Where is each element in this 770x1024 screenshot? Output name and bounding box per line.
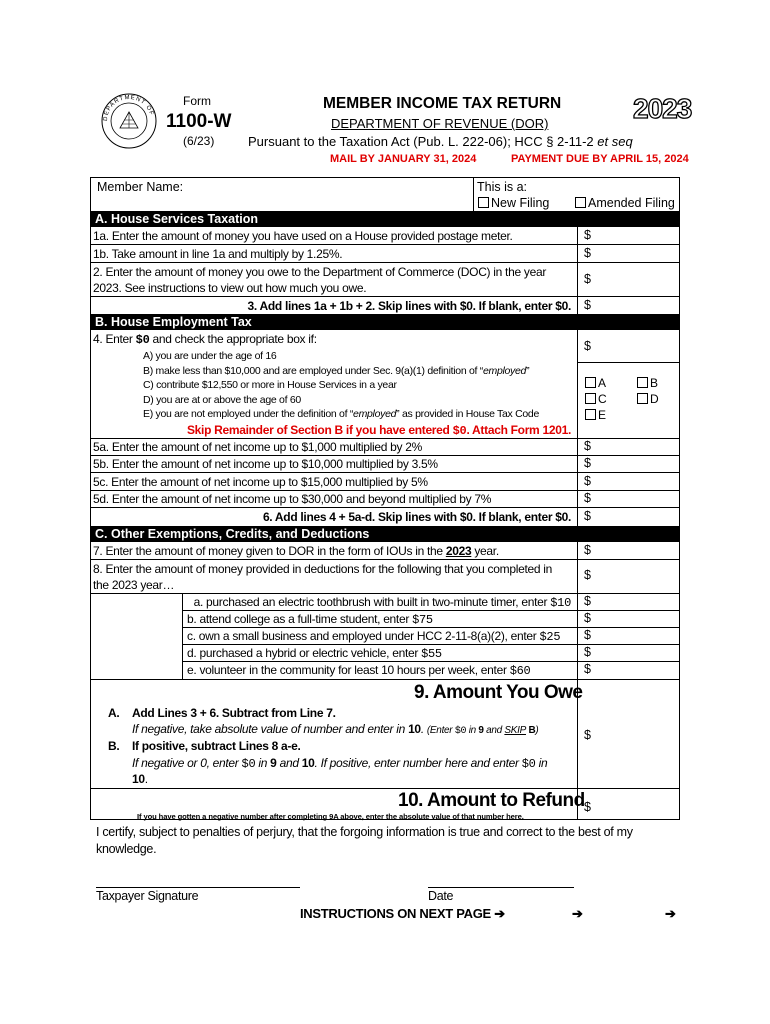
line-7-pre: 7. Enter the amount of money given to DOR in the form of IOUs in the xyxy=(93,544,446,558)
instructions-next-page[interactable] xyxy=(300,906,505,922)
et-seq-text: et seq xyxy=(597,134,633,149)
option-e-pre: E) you are not employed under the definition of “ xyxy=(143,408,354,420)
b-sub1-mid: in xyxy=(255,756,271,770)
b-sub2: 10 xyxy=(132,772,145,786)
line-7 xyxy=(93,543,499,559)
line-1a-amount[interactable]: $ xyxy=(584,228,591,242)
pursuant-text: Pursuant to the Taxation Act (Pub. L. 222-06); HCC § 2-11-2 xyxy=(248,134,594,149)
line-4-option-c: C) contribute $12,550 or more in House Services in a year xyxy=(143,379,397,391)
date-line[interactable] xyxy=(428,887,574,888)
line-5a: 5a. Enter the amount of net income up to $1,000 multiplied by 2% xyxy=(93,440,423,454)
seal-text: DEPARTMENT OF xyxy=(102,94,155,122)
form-prefix: Form xyxy=(183,94,211,108)
amended-filing-checkbox[interactable] xyxy=(575,197,586,208)
option-b-pre: B) make less than $10,000 and are employed under Sec. 9(a)(1) definition of “ xyxy=(143,365,483,377)
amended-filing-option[interactable] xyxy=(575,196,675,210)
a-paren-pre: (Enter xyxy=(426,725,455,736)
a-paren-mid: in xyxy=(466,725,479,736)
option-e-post: ” as provided in House Tax Code xyxy=(396,408,540,420)
department-seal xyxy=(100,92,158,150)
checkbox-e-label: E xyxy=(598,408,607,422)
b-sub1-post: . If positive, enter number here and enter xyxy=(314,756,522,770)
line-1b-amount[interactable]: $ xyxy=(584,246,591,260)
filing-type-label: This is a: xyxy=(477,180,528,194)
checkbox-b-label: B xyxy=(650,376,659,390)
line-5c: 5c. Enter the amount of net income up to $15,000 multiplied by 5% xyxy=(93,475,428,489)
line-8e-amount[interactable]: $ xyxy=(584,662,591,676)
checkbox-a-box[interactable] xyxy=(585,377,596,388)
line-4-amount[interactable]: $ xyxy=(584,339,591,353)
mail-by-deadline: MAIL BY JANUARY 31, 2024 xyxy=(330,153,477,165)
a-sub1-num: 10 xyxy=(408,722,421,736)
tax-year: 2023 xyxy=(633,93,692,124)
rule xyxy=(91,559,680,560)
line-3: 3. Add lines 1a + 1b + 2. Skip lines with $0. If blank, enter $0. xyxy=(247,299,571,313)
skip-pre: Skip Remainder of Section B if you have entered xyxy=(186,423,453,437)
b-sub1-zero2: $0 xyxy=(521,757,536,771)
line-8c-amount[interactable]: $ xyxy=(584,628,591,642)
section-b-header: B. House Employment Tax xyxy=(91,314,680,330)
checkbox-a-label: A xyxy=(598,376,607,390)
line-8a-text: a. purchased an electric toothbrush with built in two-minute timer, enter xyxy=(193,595,551,609)
line-5b: 5b. Enter the amount of net income up to $10,000 multiplied by 3.5% xyxy=(93,457,438,471)
option-e-em: employed xyxy=(353,408,397,420)
checkbox-c-label: C xyxy=(598,392,607,406)
form-title: MEMBER INCOME TAX RETURN xyxy=(323,95,562,112)
line-8a-amount[interactable]: $ xyxy=(584,594,591,608)
b-sub1-10: 10 xyxy=(301,756,315,770)
a-paren-b: B xyxy=(525,725,536,736)
line-8-part2: the 2023 year… xyxy=(93,578,175,592)
line-4-zero: $0 xyxy=(135,333,150,347)
line-7-year: 2023 xyxy=(445,544,472,558)
line-8-amount[interactable]: $ xyxy=(584,568,591,582)
rule xyxy=(91,507,680,508)
line-5c-amount[interactable]: $ xyxy=(584,474,591,488)
new-filing-checkbox[interactable] xyxy=(478,197,489,208)
checkbox-c-box[interactable] xyxy=(585,393,596,404)
line-7-amount[interactable]: $ xyxy=(584,543,591,557)
checkbox-d-box[interactable] xyxy=(637,393,648,404)
line-8d-amt: $55 xyxy=(421,647,442,661)
line-8b-amt: $75 xyxy=(412,613,433,627)
line-8e-text: e. volunteer in the community for least 10 hours per week, enter xyxy=(187,663,510,677)
a-paren-zero: $0 xyxy=(454,726,467,737)
new-filing-label: New Filing xyxy=(491,196,550,210)
section-c-header: C. Other Exemptions, Credits, and Deductions xyxy=(91,526,680,542)
rule xyxy=(91,788,680,789)
checkbox-c[interactable] xyxy=(585,392,607,406)
line-5a-amount[interactable]: $ xyxy=(584,439,591,453)
a-paren-and: and xyxy=(483,725,505,736)
arrow-right-icon: ➔ xyxy=(572,906,583,921)
line-4-post: and check the appropriate box if: xyxy=(149,332,317,346)
signature-label: Taxpayer Signature xyxy=(96,889,199,903)
line-9-amount[interactable]: $ xyxy=(584,728,591,742)
line-8-part1: 8. Enter the amount of money provided in deductions for the following that you completed in xyxy=(93,562,552,576)
certify-line-1: I certify, subject to penalties of perjury, that the forgoing information is true and correct to the best of my xyxy=(96,825,633,839)
rule xyxy=(91,679,680,680)
checkbox-e[interactable] xyxy=(585,408,606,422)
line-9-b-text: If positive, subtract Lines 8 a-e. xyxy=(132,739,301,753)
form-number: 1100-W xyxy=(166,111,232,132)
b-sub1-zero: $0 xyxy=(241,757,256,771)
a-paren-skip: SKIP xyxy=(504,725,526,736)
b-sub1-and: and xyxy=(276,756,302,770)
option-b-em: employed xyxy=(482,365,527,377)
a-paren-9: 9 xyxy=(478,725,484,736)
line-9-a-letter: A. xyxy=(108,706,120,720)
option-b-post: ” xyxy=(526,365,530,377)
line-8a-amt: $10 xyxy=(550,596,571,610)
line-1a: 1a. Enter the amount of money you have used on a House provided postage meter. xyxy=(93,229,513,243)
certify-line-2: knowledge. xyxy=(96,842,157,856)
line-6: 6. Add lines 4 + 5a-d. Skip lines with $0. If blank, enter $0. xyxy=(262,510,571,524)
line-5d: 5d. Enter the amount of net income up to $30,000 and beyond multiplied by 7% xyxy=(93,492,492,506)
line-10-amount[interactable]: $ xyxy=(584,800,591,814)
line-8c xyxy=(187,628,560,645)
line-8c-text: c. own a small business and employed under HCC 2-11-8(a)(2), enter xyxy=(187,629,540,643)
line-1b: 1b. Take amount in line 1a and multiply by 1.25%. xyxy=(93,247,343,261)
checkbox-e-box[interactable] xyxy=(585,409,596,420)
line-8b xyxy=(187,611,433,628)
line-4 xyxy=(93,331,317,348)
rule xyxy=(91,296,680,297)
line-8d-amount[interactable]: $ xyxy=(584,645,591,659)
section-a-header: A. House Services Taxation xyxy=(91,211,680,227)
checkbox-b[interactable] xyxy=(637,376,658,390)
line-9-b-instruction xyxy=(132,756,547,771)
rule xyxy=(182,593,183,679)
payment-due-deadline: PAYMENT DUE BY APRIL 15, 2024 xyxy=(511,153,689,165)
line-4-option-e xyxy=(143,406,539,422)
amended-filing-label: Amended Filing xyxy=(588,196,675,210)
line-8e-amt: $60 xyxy=(509,664,531,678)
checkbox-d[interactable] xyxy=(637,392,659,406)
line-8a xyxy=(194,594,571,611)
line-10-note: If you have gotten a negative number after completing 9A above, enter the absolute value of that number here. xyxy=(137,812,524,821)
line-6-amount[interactable]: $ xyxy=(584,509,591,523)
member-name-label: Member Name: xyxy=(97,180,184,194)
a-sub1-end: . xyxy=(420,722,424,736)
line-9-b-letter: B. xyxy=(108,739,120,753)
line-9-title: 9. Amount You Owe xyxy=(414,682,583,703)
rule xyxy=(91,262,680,263)
line-4-option-a: A) you are under the age of 16 xyxy=(143,350,277,362)
b-sub2-end: . xyxy=(144,772,148,786)
checkbox-a[interactable] xyxy=(585,376,606,390)
skip-section-b-note xyxy=(187,422,571,439)
new-filing-option[interactable] xyxy=(478,196,549,210)
line-2-part1: 2. Enter the amount of money you owe to the Department of Commerce (DOC) in the year xyxy=(93,265,547,279)
b-sub1-pre: If negative or 0, enter xyxy=(132,756,242,770)
line-8d-text: d. purchased a hybrid or electric vehicle, enter xyxy=(187,646,422,660)
line-3-amount[interactable]: $ xyxy=(584,298,591,312)
line-7-post: year. xyxy=(471,544,499,558)
skip-post: . Attach Form 1201. xyxy=(466,423,571,437)
b-sub1-in: in xyxy=(535,756,548,770)
line-8b-amount[interactable]: $ xyxy=(584,611,591,625)
skip-zero: $0 xyxy=(452,424,467,438)
checkbox-d-label: D xyxy=(650,392,659,406)
line-8b-text: b. attend college as a full-time student, enter xyxy=(187,612,413,626)
line-4-pre: 4. Enter xyxy=(93,332,136,346)
pursuant-statute xyxy=(248,134,633,149)
rule xyxy=(91,472,680,473)
rule xyxy=(578,362,680,363)
arrow-right-icon: ➔ xyxy=(665,906,676,921)
instructions-text: INSTRUCTIONS ON NEXT PAGE xyxy=(300,906,491,921)
line-5b-amount[interactable]: $ xyxy=(584,456,591,470)
line-4-option-d: D) you are at or above the age of 60 xyxy=(143,394,301,406)
arrow-right-icon: ➔ xyxy=(494,906,505,921)
date-label: Date xyxy=(428,889,454,903)
line-8c-amt: $25 xyxy=(539,630,561,644)
signature-line[interactable] xyxy=(96,887,300,888)
line-8d xyxy=(187,645,442,662)
b-sub1-9: 9 xyxy=(270,756,277,770)
line-9-a-instruction xyxy=(132,722,538,737)
line-9-b-instruction-end xyxy=(132,772,148,786)
a-paren-end: ) xyxy=(535,725,539,736)
checkbox-b-box[interactable] xyxy=(637,377,648,388)
line-10-title: 10. Amount to Refund xyxy=(398,790,585,811)
form-revision: (6/23) xyxy=(183,134,215,148)
member-divider xyxy=(473,177,474,211)
line-9-a-text: Add Lines 3 + 6. Subtract from Line 7. xyxy=(132,706,336,720)
line-2-part2: 2023. See instructions to view out how much you owe. xyxy=(93,281,367,295)
department-name: DEPARTMENT OF REVENUE (DOR) xyxy=(331,116,549,131)
line-8e xyxy=(187,662,530,679)
line-5d-amount[interactable]: $ xyxy=(584,491,591,505)
amount-column-divider xyxy=(577,227,578,679)
rule xyxy=(91,244,680,245)
a-sub1: If negative, take absolute value of number and enter in xyxy=(132,722,409,736)
line-2-amount[interactable]: $ xyxy=(584,272,591,286)
